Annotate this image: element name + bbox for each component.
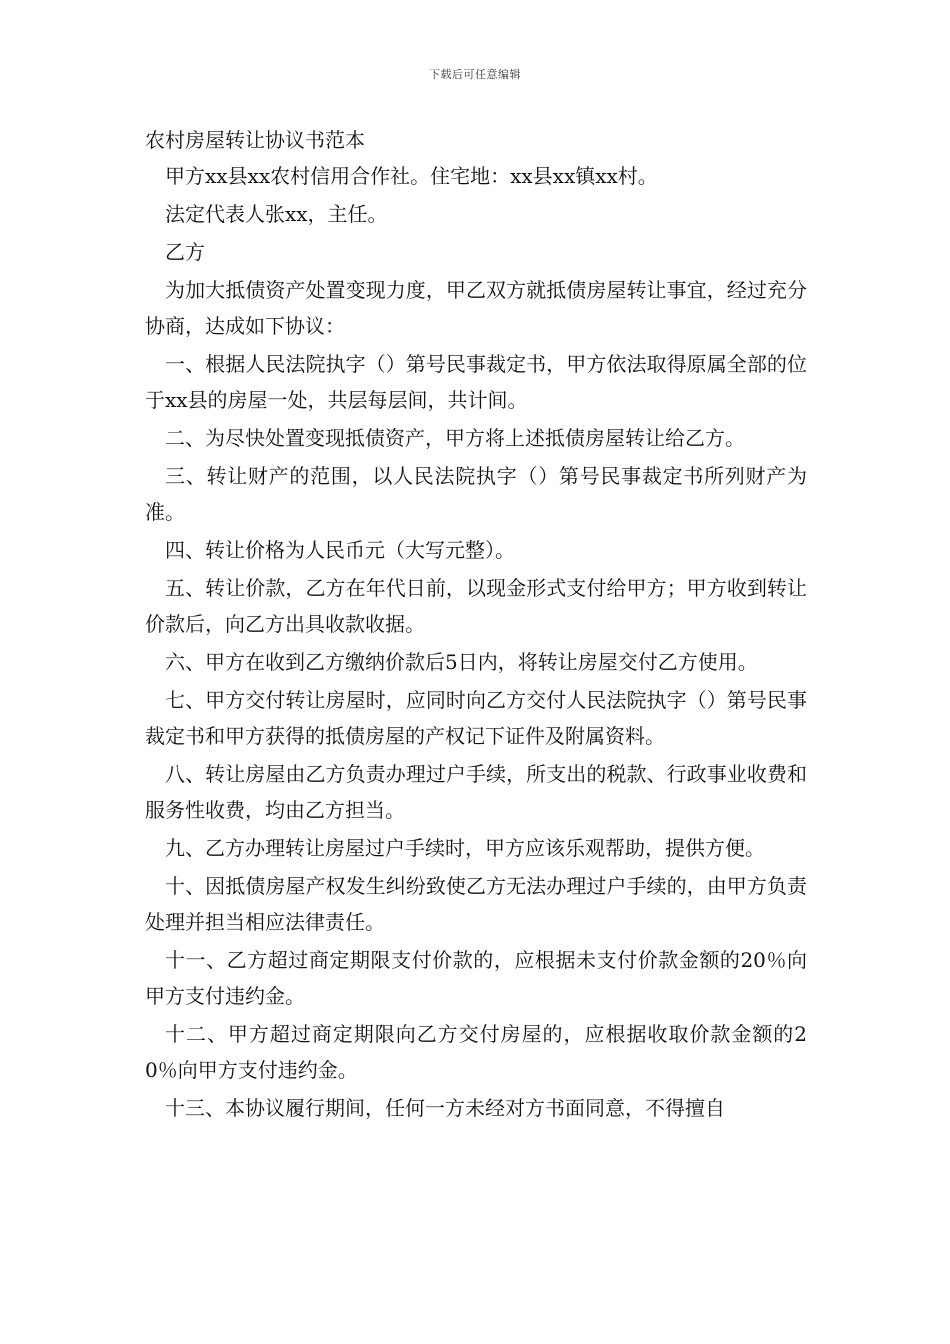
clause-10: 十、因抵债房屋产权发生纠纷致使乙方无法办理过户手续的，由甲方负责处理并担当相应法律责任。 [145,874,807,934]
clause-8: 八、转让房屋由乙方负责办理过户手续，所支出的税款、行政事业收费和服务性收费，均由乙方担当。 [145,762,807,822]
document-title: 农村房屋转让协议书范本 [145,128,365,152]
clause-6: 六、甲方在收到乙方缴纳价款后5日内，将转让房屋交付乙方使用。 [165,650,758,674]
clause-13: 十三、本协议履行期间，任何一方未经对方书面同意，不得擅自 [165,1096,725,1120]
clause-11: 十一、乙方超过商定期限支付价款的，应根据未支付价款金额的20％向甲方支付违约金。 [145,948,807,1008]
clause-4: 四、转让价格为人民币元（大写元整）。 [165,538,515,562]
clause-2: 二、为尽快处置变现抵债资产，甲方将上述抵债房屋转让给乙方。 [165,426,745,450]
clause-9: 九、乙方办理转让房屋过户手续时，甲方应该乐观帮助，提供方便。 [165,836,765,860]
paragraph-party-a: 甲方xx县xx农村信用合作社。住宅地：xx县xx镇xx村。 [165,164,658,188]
document-body [145,122,807,1128]
paragraph-party-b: 乙方 [165,240,205,264]
paragraph-legal-representative: 法定代表人张xx，主任。 [165,202,388,226]
clause-5: 五、转让价款，乙方在年代日前，以现金形式支付给甲方；甲方收到转让价款后，向乙方出具收款收据。 [145,576,807,636]
clause-12: 十二、甲方超过商定期限向乙方交付房屋的，应根据收取价款金额的20％向甲方支付违约金。 [145,1022,807,1082]
page-header: 下载后可任意编辑 [429,68,521,81]
clause-3: 三、转让财产的范围，以人民法院执字（）第号民事裁定书所列财产为准。 [145,464,807,524]
paragraph-preamble: 为加大抵债资产处置变现力度，甲乙双方就抵债房屋转让事宜，经过充分协商，达成如下协议： [145,278,807,338]
clause-7: 七、甲方交付转让房屋时，应同时向乙方交付人民法院执字（）第号民事裁定书和甲方获得的抵债房屋的产权记下证件及附属资料。 [145,688,807,748]
clause-1: 一、根据人民法院执字（）第号民事裁定书，甲方依法取得原属全部的位于xx县的房屋一处，共层每层间，共计间。 [145,352,807,412]
